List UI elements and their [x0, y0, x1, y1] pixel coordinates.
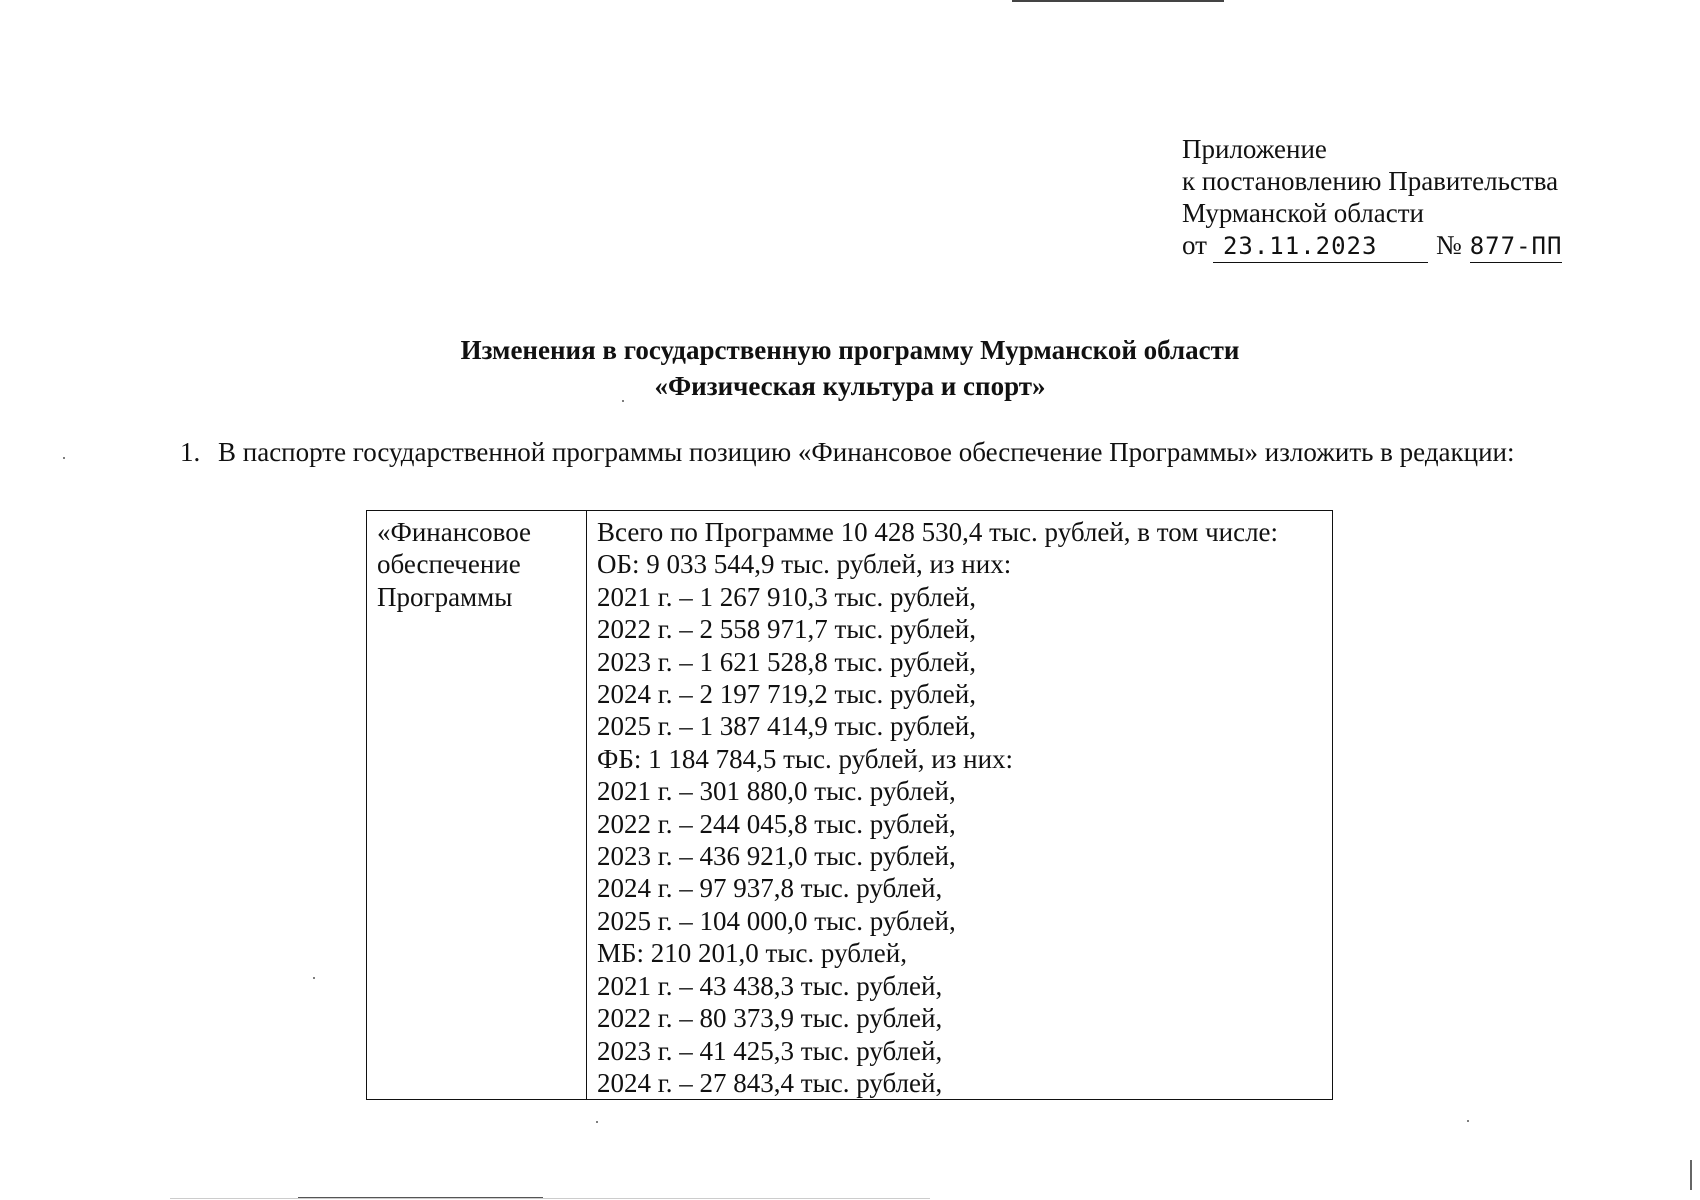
label-line: обеспечение [377, 549, 521, 580]
value-line: МБ: 210 201,0 тыс. рублей, [597, 938, 907, 969]
document-title-line-1: Изменения в государственную программу Мурманской области [460, 335, 1240, 365]
value-line: 2021 г. – 301 880,0 тыс. рублей, [597, 776, 956, 807]
value-line: 2023 г. – 41 425,3 тыс. рублей, [597, 1035, 943, 1066]
resolution-date: 23.11.2023 [1213, 230, 1428, 263]
table-cell-label [367, 511, 587, 1100]
paragraph-number: 1. [180, 437, 201, 467]
value-line: ОБ: 9 033 544,9 тыс. рублей, из них: [597, 549, 1012, 580]
label-line: «Финансовое [377, 517, 532, 547]
value-line: 2025 г. – 104 000,0 тыс. рублей, [597, 905, 956, 936]
value-line: 2021 г. – 43 438,3 тыс. рублей, [597, 970, 943, 1001]
value-line: 2023 г. – 1 621 528,8 тыс. рублей, [597, 646, 976, 677]
scan-speck [1467, 1120, 1469, 1122]
value-line: 2025 г. – 1 387 414,9 тыс. рублей, [597, 711, 976, 742]
scan-speck [63, 457, 65, 459]
table-cell-values [587, 511, 1333, 1100]
appendix-line-3: Мурманской области [1182, 198, 1424, 228]
appendix-line-1: Приложение [1182, 134, 1327, 164]
value-line: Всего по Программе 10 428 530,4 тыс. рублей, в том числе: [597, 517, 1279, 547]
value-line: 2024 г. – 27 843,4 тыс. рублей, [597, 1067, 943, 1098]
value-line: 2021 г. – 1 267 910,3 тыс. рублей, [597, 581, 976, 612]
label-line: Программы [377, 581, 513, 612]
value-line: 2024 г. – 97 937,8 тыс. рублей, [597, 873, 943, 904]
value-line: 2022 г. – 244 045,8 тыс. рублей, [597, 808, 956, 839]
scan-artifact-right-mark [1690, 1160, 1692, 1190]
financing-table [366, 510, 1333, 1100]
value-line: 2022 г. – 2 558 971,7 тыс. рублей, [597, 614, 976, 645]
scan-speck [313, 977, 315, 979]
table-row [367, 511, 1333, 1100]
document-title-line-2: «Физическая культура и спорт» [654, 371, 1046, 401]
value-line: 2023 г. – 436 921,0 тыс. рублей, [597, 841, 956, 872]
appendix-reference-line [1182, 229, 1562, 263]
paragraph-1 [180, 434, 1515, 470]
value-line: 2022 г. – 80 373,9 тыс. рублей, [597, 1003, 943, 1034]
value-line: ФБ: 1 184 784,5 тыс. рублей, из них: [597, 743, 1014, 774]
appendix-line-2: к постановлению Правительства [1182, 166, 1559, 196]
scan-artifact-top-line [1012, 0, 1224, 2]
scan-speck [596, 1121, 598, 1123]
date-prefix: от [1182, 230, 1207, 260]
resolution-number: 877-ПП [1470, 230, 1563, 263]
number-sign: № [1435, 230, 1462, 260]
document-title [0, 332, 1700, 404]
appendix-block [1182, 133, 1562, 263]
paragraph-text: В паспорте государственной программы позицию «Финансовое обеспечение Программы» изложить в редакции: [218, 437, 1515, 467]
scan-artifact-bottom-faint-line [170, 1198, 930, 1199]
value-line: 2024 г. – 2 197 719,2 тыс. рублей, [597, 679, 976, 710]
